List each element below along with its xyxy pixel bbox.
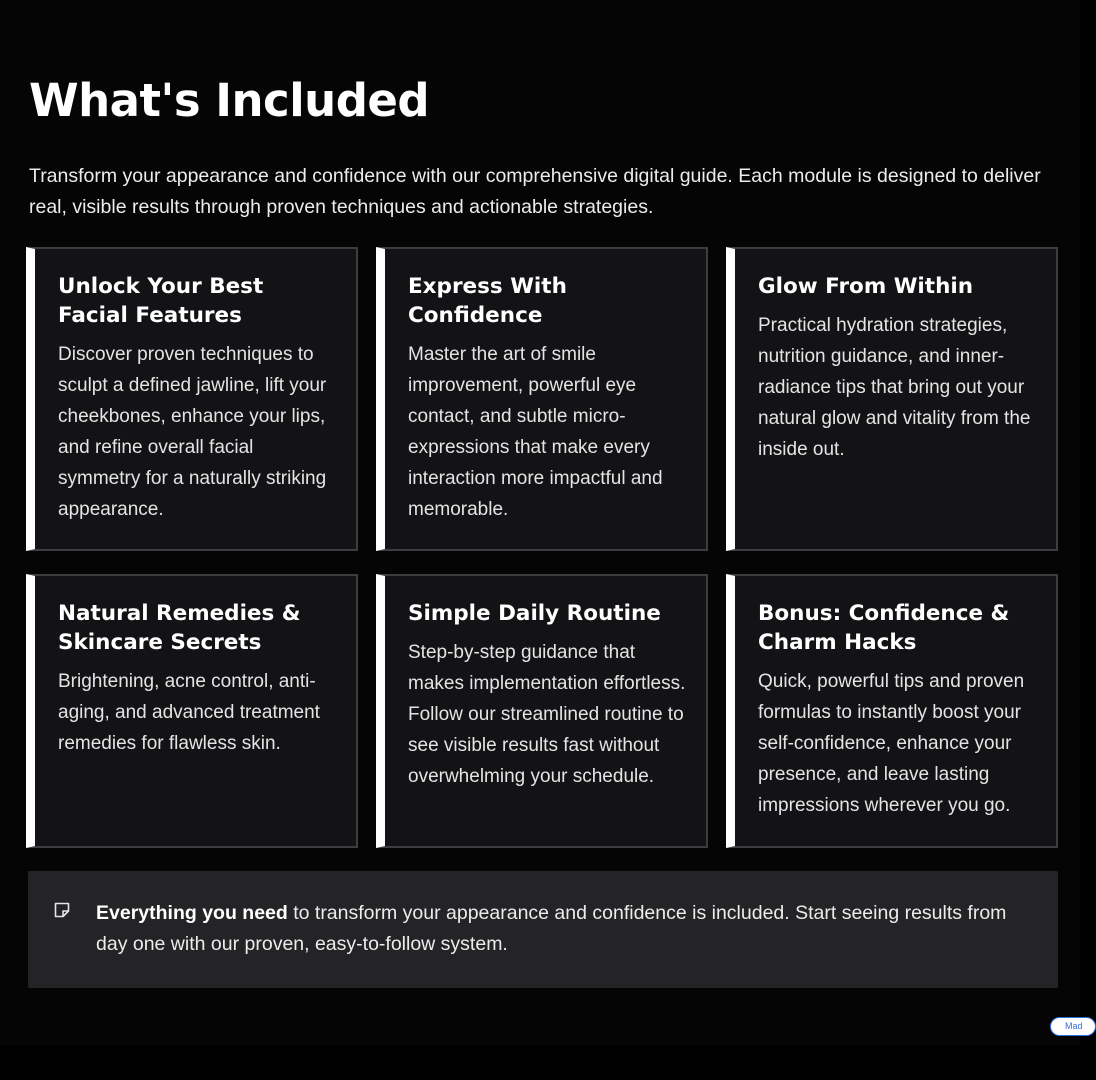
note-icon xyxy=(52,900,72,920)
module-card-facial-features xyxy=(26,247,358,551)
module-description: Discover proven techniques to sculpt a defined jawline, lift your cheekbones, enhance your lips, and refine overall facial symmetry for a naturally striking appearance. xyxy=(58,344,327,520)
module-card-natural-remedies xyxy=(26,574,358,848)
module-card-glow-within xyxy=(726,247,1058,551)
bottom-strip xyxy=(0,1045,1080,1080)
summary-callout xyxy=(28,871,1058,988)
corner-badge[interactable]: Mad xyxy=(1050,1017,1096,1036)
modules-grid xyxy=(26,247,1058,848)
callout-bold: Everything you need xyxy=(96,902,288,924)
module-title: Express With Confidence xyxy=(408,274,567,328)
page-title: What's Included xyxy=(29,74,430,127)
module-description: Master the art of smile improvement, powerful eye contact, and subtle micro-expressions that make every interaction more impactful and memorable. xyxy=(408,344,663,520)
module-description: Quick, powerful tips and proven formulas to instantly boost your self-confidence, enhance your presence, and leave lasting impressions wherever you go. xyxy=(758,671,1025,816)
module-title: Bonus: Confidence & Charm Hacks xyxy=(758,601,1010,655)
callout-text xyxy=(96,898,1038,960)
module-title: Unlock Your Best Facial Features xyxy=(58,274,264,328)
module-description: Step-by-step guidance that makes implementation effortless. Follow our streamlined routine to see visible results fast without overwhelming your schedule. xyxy=(408,642,686,787)
module-card-bonus-charm xyxy=(726,574,1058,848)
intro-paragraph: Transform your appearance and confidence with our comprehensive digital guide. Each module is designed to deliver real, visible results through proven techniques and actionable strategies. xyxy=(29,165,1041,218)
module-title: Glow From Within xyxy=(758,274,974,299)
module-description: Brightening, acne control, anti-aging, and advanced treatment remedies for flawless skin. xyxy=(58,671,320,754)
module-title: Natural Remedies & Skincare Secrets xyxy=(58,601,301,655)
module-card-express-confidence xyxy=(376,247,708,551)
module-card-daily-routine xyxy=(376,574,708,848)
module-title: Simple Daily Routine xyxy=(408,601,661,626)
module-description: Practical hydration strategies, nutrition guidance, and inner-radiance tips that bring out your natural glow and vitality from the inside out. xyxy=(758,315,1031,460)
callout-body: to transform your appearance and confidence is included. Start seeing results from day one with our proven, easy-to-follow system. xyxy=(96,902,1007,955)
